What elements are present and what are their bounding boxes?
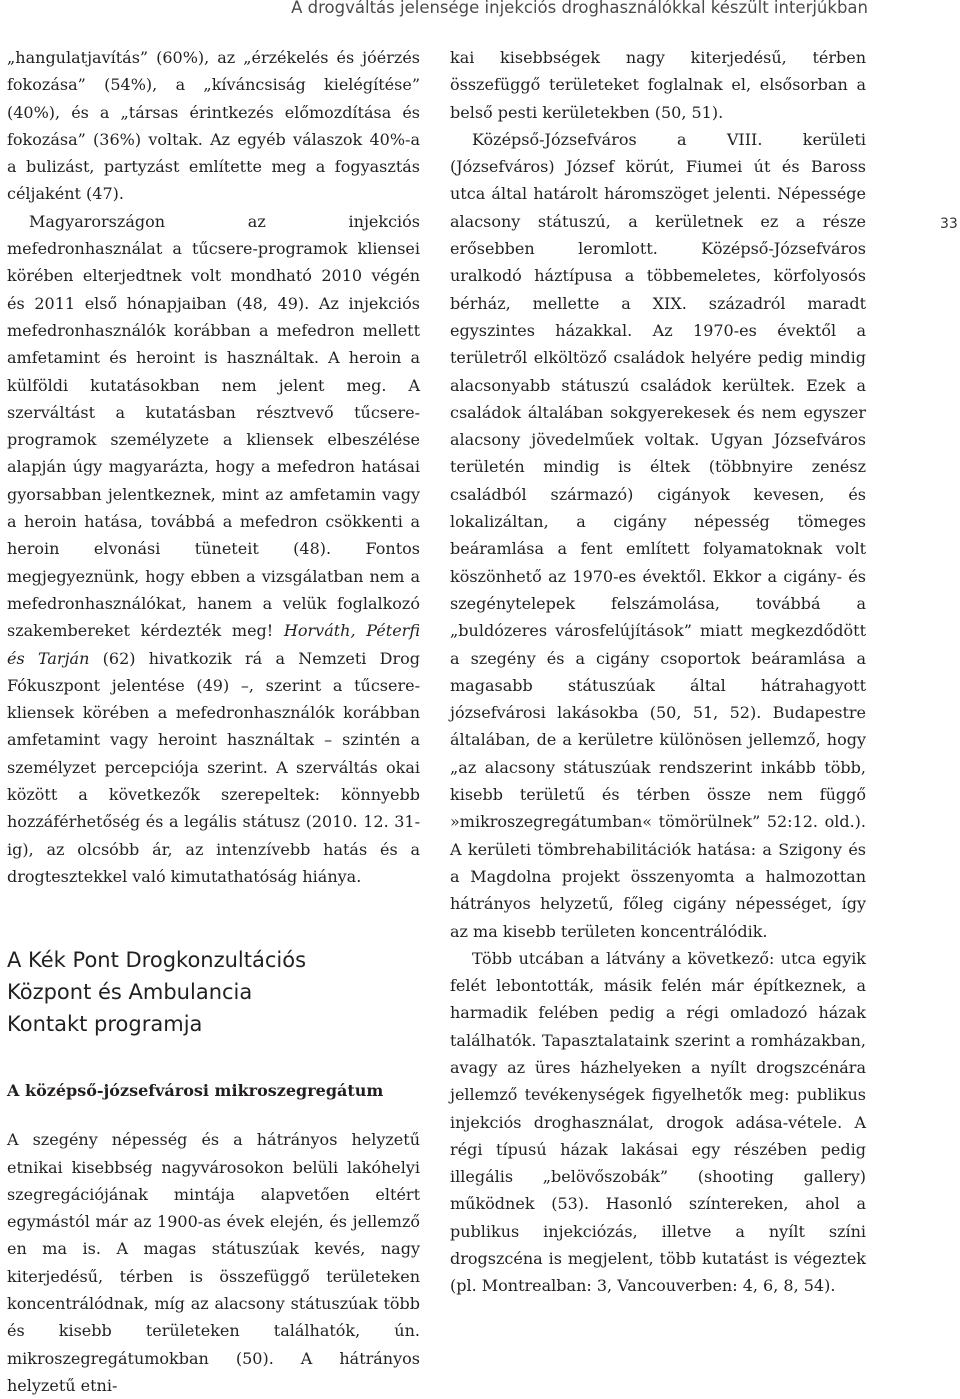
left-column [7,44,420,1399]
page-number: 33 [940,216,958,232]
paragraph: Több utcában a látvány a következő: utca egyik felét lebontották, másik felén már építkeznek, a harmadik felében pedig a régi omladozó házak találhatók. Tapasztalataink szerint a romházakban, avagy az üres házhelyeken a nyílt drogszcénára jellemző tevékenységek figyelhetők meg: publikus injekciós droghasználat, drogok adása-vétele. A régi típusú házak lakásai egy részében pedig illegális „belövőszobák” (shooting gallery) működnek (53). Hasonló színtereken, ahol a publikus injekciózás, illetve a nyílt színi drogszcéna is megjelent, több kutatást is végeztek (pl. Montrealban: 3, Vancouverben: 4, 6, 8, 54). [450,948,866,1296]
running-head: A drogváltás jelensége injekciós droghasználókkal készült interjúkban [291,0,868,17]
paragraph-text: (62) hivatkozik rá a Nemzeti Drog Fókuszpont jelentése (49) –, szerint a tűcsere-kliensek körében a mefedronhasználók korábban amfetamint vagy heroint használtak – szintén a személyzet percepciója szerint. A szerváltás okai között a következők szerepeltek: könnyebb hozzáférhetőség és a legális státusz (2010. 12. 31-ig), az olcsóbb ár, az intenzívebb hatás és a drogtesztekkel való kimutathatóság hiánya. [7,648,420,886]
right-column [450,44,866,1300]
paragraph: A szegény népesség és a hátrányos helyzetű etnikai kisebbség nagyvárosokon belüli lakóhelyi szegregációjának mintája alapvetően eltért egymástól már az 1900-as évek elején, és jellemző en ma is. A magas státuszúak kevés, nagy kiterjedésű, térben is összefüggő területeken koncentrálódnak, míg az alacsony státuszúak több és kisebb területeken találhatók, ún. mikroszegregátumokban (50). A hátrányos helyzetű etni- [7,1130,420,1395]
section-heading-line: A Kék Pont Drogkonzultációs [7,948,307,973]
paragraph: kai kisebbségek nagy kiterjedésű, térben összefüggő területeket foglalnak el, elsősorban a belső pesti kerületekben (50, 51). [450,48,866,122]
section-heading [7,944,420,1040]
section-heading-line: Központ és Ambulancia [7,980,253,1005]
paragraph: „hangulatjavítás” (60%), az „érzékelés és jóérzés fokozása” (54%), a „kíváncsiság kielégítése” (40%), és a „társas érintkezés előmozdítása és fokozása” (36%) voltak. Az egyéb válaszok 40%-a a bulizást, partyzást említette meg a fogyasztás céljaként (47). [7,48,420,204]
subsection-heading: A középső-józsefvárosi mikroszegregátum [7,1081,384,1101]
paragraph-text: Magyarországon az injekciós mefedronhasználat a tűcsere-programok kliensei körében elterjedtnek volt mondható 2010 végén és 2011 első hónapjaiban (48, 49). Az injekciós mefedronhasználók korábban a mefedron mellett amfetamint és heroint is használtak. A heroin a külföldi kutatásokban nem jelent meg. A szerváltást a kutatásban résztvevő tűcsere-programok személyzete a kliensek elbeszélése alapján úgy magyarázta, hogy a mefedron hatásai gyorsabban jelentkeznek, mint az amfetamin vagy a heroin hatása, továbbá a mefedron csökkenti a heroin elvonási tüneteit (48). Fontos megjegyeznünk, hogy ebben a vizsgálatban nem a mefedronhasználókat, hanem a velük foglalkozó szakembereket kérdezték meg! [7,211,420,641]
paragraph [7,208,420,890]
section-heading-line: Kontakt programja [7,1012,203,1037]
paragraph: Középső-Józsefváros a VIII. kerületi (Józsefváros) József körút, Fiumei út és Baross utca által határolt háromszöget jelenti. Népessége alacsony státuszú, a kerületnek ez a része erősebben leromlott. Középső-Józsefváros uralkodó háztípusa a többemeletes, körfolyosós bérház, mellette a XIX. századról maradt egyszintes házakkal. Az 1970-es évektől a területről elköltöző családok helyére pedig mindig alacsonyabb státuszú családok kerültek. Ezek a családok általában sokgyerekesek és nem egyszer alacsony jövedelműek voltak. Ugyan Józsefváros területén mindig is éltek (többnyire zenész családból származó) cigányok kevesen, és lokalizáltan, a cigány népesség tömeges beáramlása a fent említett folyamatoknak volt köszönhető az 1970-es évektől. Ekkor a cigány- és szegénytelepek felszámolása, továbbá a „buldózeres városfelújítások” miatt megkezdődött a szegény és a cigány csoportok beáramlása a magasabb státuszúak által hátrahagyott józsefvárosi lakásokba (50, 51, 52). Budapestre általában, de a kerületre különösen jellemző, hogy „az alacsony státuszúak rendszerint inkább több, kisebb területű és térben össze nem függő »mikroszegregátumban« tömörülnek” 52:12. old.). A kerületi tömbrehabilitációk hatása: a Szigony és a Magdolna projekt összenyomta a halmozottan hátrányos helyzetű, főleg cigány népességet, így az ma kisebb területen koncentrálódik. [450,129,866,941]
author-names: Horváth, Péterfi és Tarján [7,621,420,668]
